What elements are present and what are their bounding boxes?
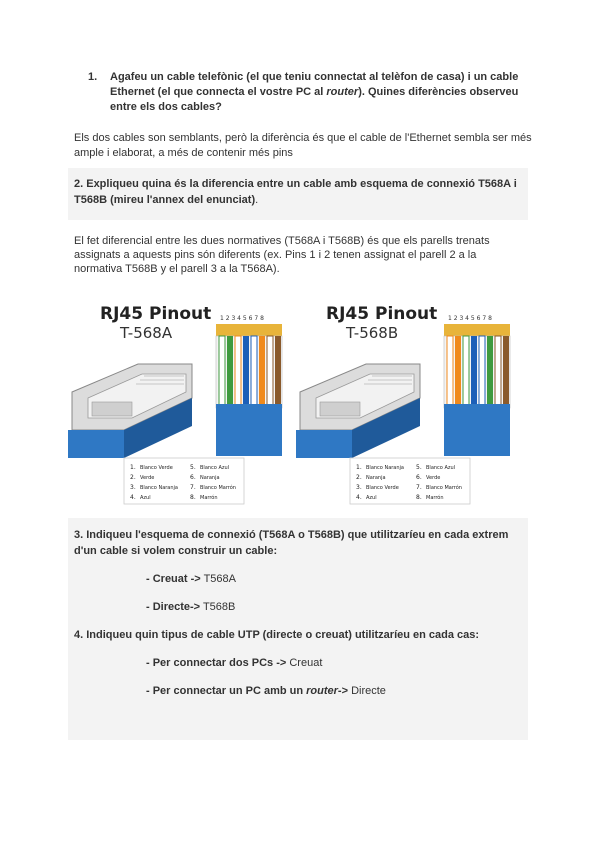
legend-left-l3: Blanco Naranja — [140, 485, 178, 491]
question-1-text-b: ). Quines diferències observeu entre els dos cables? — [110, 86, 519, 113]
rj45-pinout-svg — [68, 280, 528, 510]
question-2 — [74, 176, 522, 208]
wires-left-icon — [216, 324, 282, 456]
legend-right-n3: 3. — [356, 484, 362, 491]
legend-left-n7: 7. — [190, 484, 196, 491]
legend-left — [124, 458, 244, 504]
question-4-item-router-em: router — [306, 685, 338, 697]
pinout-right-subtitle: T-568B — [346, 324, 399, 342]
question-3-item-creuat-label: - Creuat -> — [146, 573, 201, 585]
question-1-text — [110, 70, 530, 115]
legend-right-n8: 8. — [416, 494, 422, 501]
legend-right-l2: Naranja — [366, 475, 386, 481]
question-4-item-router-label: - Per connectar un PC amb un — [146, 685, 307, 697]
legend-right-n5: 5. — [416, 464, 422, 471]
legend-left-n3: 3. — [130, 484, 136, 491]
answer-1: Els dos cables son semblants, però la diferència és que el cable de l'Ethernet sembla ser més ample i elaborat, a més de contenir més pins — [74, 132, 532, 159]
question-1 — [90, 70, 530, 115]
pinout-left — [68, 304, 282, 504]
question-3-item-directe-value: T568B — [200, 601, 236, 613]
pinout-left-subtitle: T-568A — [120, 324, 173, 342]
legend-left-l2: Verde — [140, 475, 155, 481]
legend-left-l8: Marrón — [200, 495, 218, 501]
legend-right-l3: Blanco Verde — [366, 485, 399, 491]
legend-left-n4: 4. — [130, 494, 136, 501]
legend-left-l7: Blanco Marrón — [200, 485, 236, 491]
question-3: 3. Indiqueu l'esquema de connexió (T568A o T568B) que utilitzaríeu en cada extrem d'un cable si volem construir un cable: — [74, 529, 509, 557]
question-4-item-router-arrow: -> — [337, 685, 349, 697]
legend-left-n2: 2. — [130, 474, 136, 481]
legend-right-n6: 6. — [416, 474, 422, 481]
question-4-item-router-value: Directe — [348, 685, 386, 697]
legend-right-l5: Blanco Azul — [426, 465, 456, 471]
question-4-item-pcs — [146, 657, 322, 669]
legend-right — [350, 458, 470, 504]
question-4-item-pcs-value: Creuat — [286, 657, 323, 669]
pinout-left-pin-numbers: 1 2 3 4 5 6 7 8 — [220, 315, 264, 322]
legend-left-l5: Blanco Azul — [200, 465, 230, 471]
pinout-right-pin-numbers: 1 2 3 4 5 6 7 8 — [448, 315, 492, 322]
question-1-number: 1. — [88, 71, 98, 83]
question-3-item-creuat — [146, 573, 236, 585]
question-3-item-creuat-value: T568A — [200, 573, 236, 585]
rj45-plug-right-icon — [296, 364, 420, 458]
question-4-item-router — [146, 685, 386, 697]
legend-left-l1: Blanco Verde — [140, 465, 173, 471]
legend-right-n4: 4. — [356, 494, 362, 501]
legend-left-n1: 1. — [130, 464, 136, 471]
legend-left-l4: Azul — [140, 495, 151, 501]
question-3-item-directe — [146, 601, 235, 613]
legend-right-l7: Blanco Marrón — [426, 485, 462, 491]
question-1-text-a: Agafeu un cable telefònic (el que teniu connectat al telèfon de casa) i un cable Ethernet (el que connecta el vostre PC al — [110, 71, 519, 98]
legend-left-n8: 8. — [190, 494, 196, 501]
legend-right-n1: 1. — [356, 464, 362, 471]
pinout-right-title: RJ45 Pinout — [326, 304, 438, 324]
rj45-pinout-figure — [68, 280, 528, 510]
legend-left-n6: 6. — [190, 474, 196, 481]
legend-right-n2: 2. — [356, 474, 362, 481]
legend-right-l6: Verde — [426, 475, 441, 481]
pinout-right — [296, 304, 510, 504]
legend-right-n7: 7. — [416, 484, 422, 491]
question-4-item-pcs-label: - Per connectar dos PCs -> — [146, 657, 287, 669]
answer-2: El fet diferencial entre les dues normatives (T568A i T568B) és que els parells trenats assignats a aquests pins són diferents (ex. Pins 1 i 2 tenen assignat el parell 2 a la normativa T568B y el parell 3 a la T568A). — [74, 235, 490, 275]
pinout-left-title: RJ45 Pinout — [100, 304, 212, 324]
legend-left-n5: 5. — [190, 464, 196, 471]
legend-right-l1: Blanco Naranja — [366, 465, 404, 471]
rj45-plug-left-icon — [68, 364, 192, 458]
legend-right-l8: Marrón — [426, 495, 444, 501]
question-2-text: 2. Expliqueu quina és la diferencia entre un cable amb esquema de connexió T568A i T568B (mireu l'annex del enunciat) — [74, 178, 517, 206]
question-3-item-directe-label: - Directe-> — [146, 601, 201, 613]
legend-right-l4: Azul — [366, 495, 377, 501]
legend-left-l6: Naranja — [200, 475, 220, 481]
question-2-tail: . — [255, 194, 259, 206]
question-4: 4. Indiqueu quin tipus de cable UTP (directe o creuat) utilitzaríeu en cada cas: — [74, 629, 480, 641]
question-1-text-em: router — [326, 86, 359, 98]
wires-right-icon — [444, 324, 510, 456]
